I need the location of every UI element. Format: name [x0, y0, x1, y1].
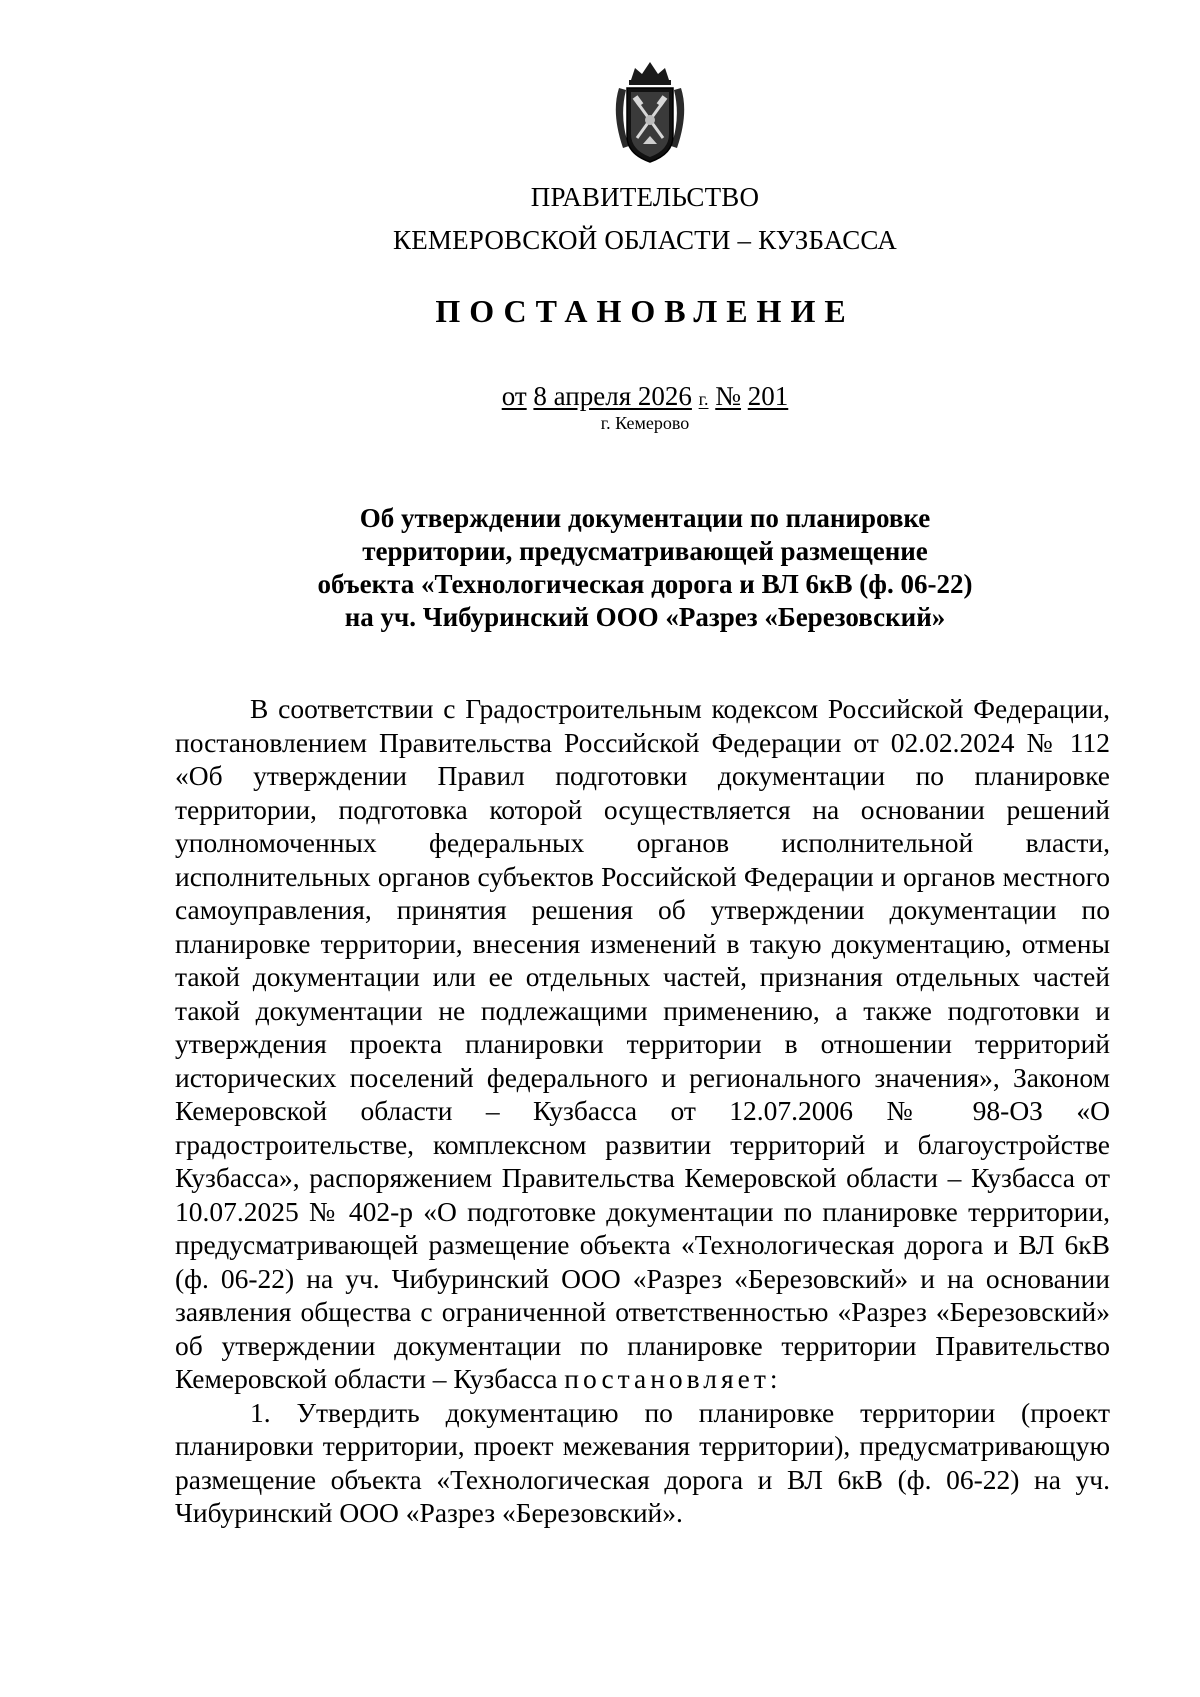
title-line: Об утверждении документации по планировке: [359, 503, 931, 533]
body-paragraph-item-1: 1. Утвердить документацию по планировке территории (проект планировки территории, проект межевания территории), предусматривающую размещение объекта «Технологическая дорога и ВЛ 6кВ (ф. 06-22) на уч. Чибуринский ООО «Разрез «Березовский».: [175, 1396, 1110, 1528]
document-type-heading: ПОСТАНОВЛЕНИЕ: [435, 293, 855, 329]
date-prefix: от: [501, 381, 527, 411]
title-line: объекта «Технологическая дорога и ВЛ 6кВ (ф. 06-22): [317, 569, 973, 599]
title-line: территории, предусматривающей размещение: [362, 536, 928, 566]
document-title: [250, 502, 1040, 634]
document-number: 201: [747, 381, 789, 411]
date-number-line: [0, 381, 1200, 414]
coat-of-arms-emblem: [609, 58, 691, 164]
city-name: г. Кемерово: [600, 413, 690, 433]
body-paragraph-preamble: [175, 692, 1110, 1396]
resolves-word: постановляет:: [564, 1363, 782, 1394]
organization-name-line1: ПРАВИТЕЛЬСТВО: [530, 182, 760, 212]
document-date: 8 апреля 2026: [533, 381, 692, 411]
organization-name-line2: КЕМЕРОВСКОЙ ОБЛАСТИ – КУЗБАССА: [393, 225, 897, 255]
year-suffix: г.: [698, 389, 709, 409]
number-sign: №: [715, 381, 742, 411]
preamble-text: В соответствии с Градостроительным кодексом Российской Федерации, постановлением Правительства Российской Федерации от 02.02.2024 № 112 «Об утверждении Правил подготовки документации по планировке территории, подготовка которой осуществляется на основании решений уполномоченных федеральных органов исполнительной власти, исполнительных органов субъектов Российской Федерации и органов местного самоуправления, принятия решения об утверждении документации по планировке территории, внесения изменений в такую документацию, отмены такой документации или ее отдельных частей, признания отдельных частей такой документации не подлежащими применению, а также подготовки и утверждения проекта планировки территории в отношении территорий исторических поселений федерального и регионального значения», Законом Кемеровской области – Кузбасса от 12.07.2006 № 98-ОЗ «О градостроительстве, комплексном развитии территорий и благоустройстве Кузбасса», распоряжением Правительства Кемеровской области – Кузбасса от 10.07.2025 № 402-р «О подготовке документации по планировке территории, предусматривающей размещение объекта «Технологическая дорога и ВЛ 6кВ (ф. 06-22) на уч. Чибуринский ООО «Разрез «Березовский» и на основании заявления общества с ограниченной ответственностью «Разрез «Березовский» об утверждении документации по планировке территории Правительство Кемеровской области – Кузбасса: [175, 693, 1110, 1394]
document-body: [175, 692, 1110, 1530]
title-line: на уч. Чибуринский ООО «Разрез «Березовский»: [344, 602, 946, 632]
